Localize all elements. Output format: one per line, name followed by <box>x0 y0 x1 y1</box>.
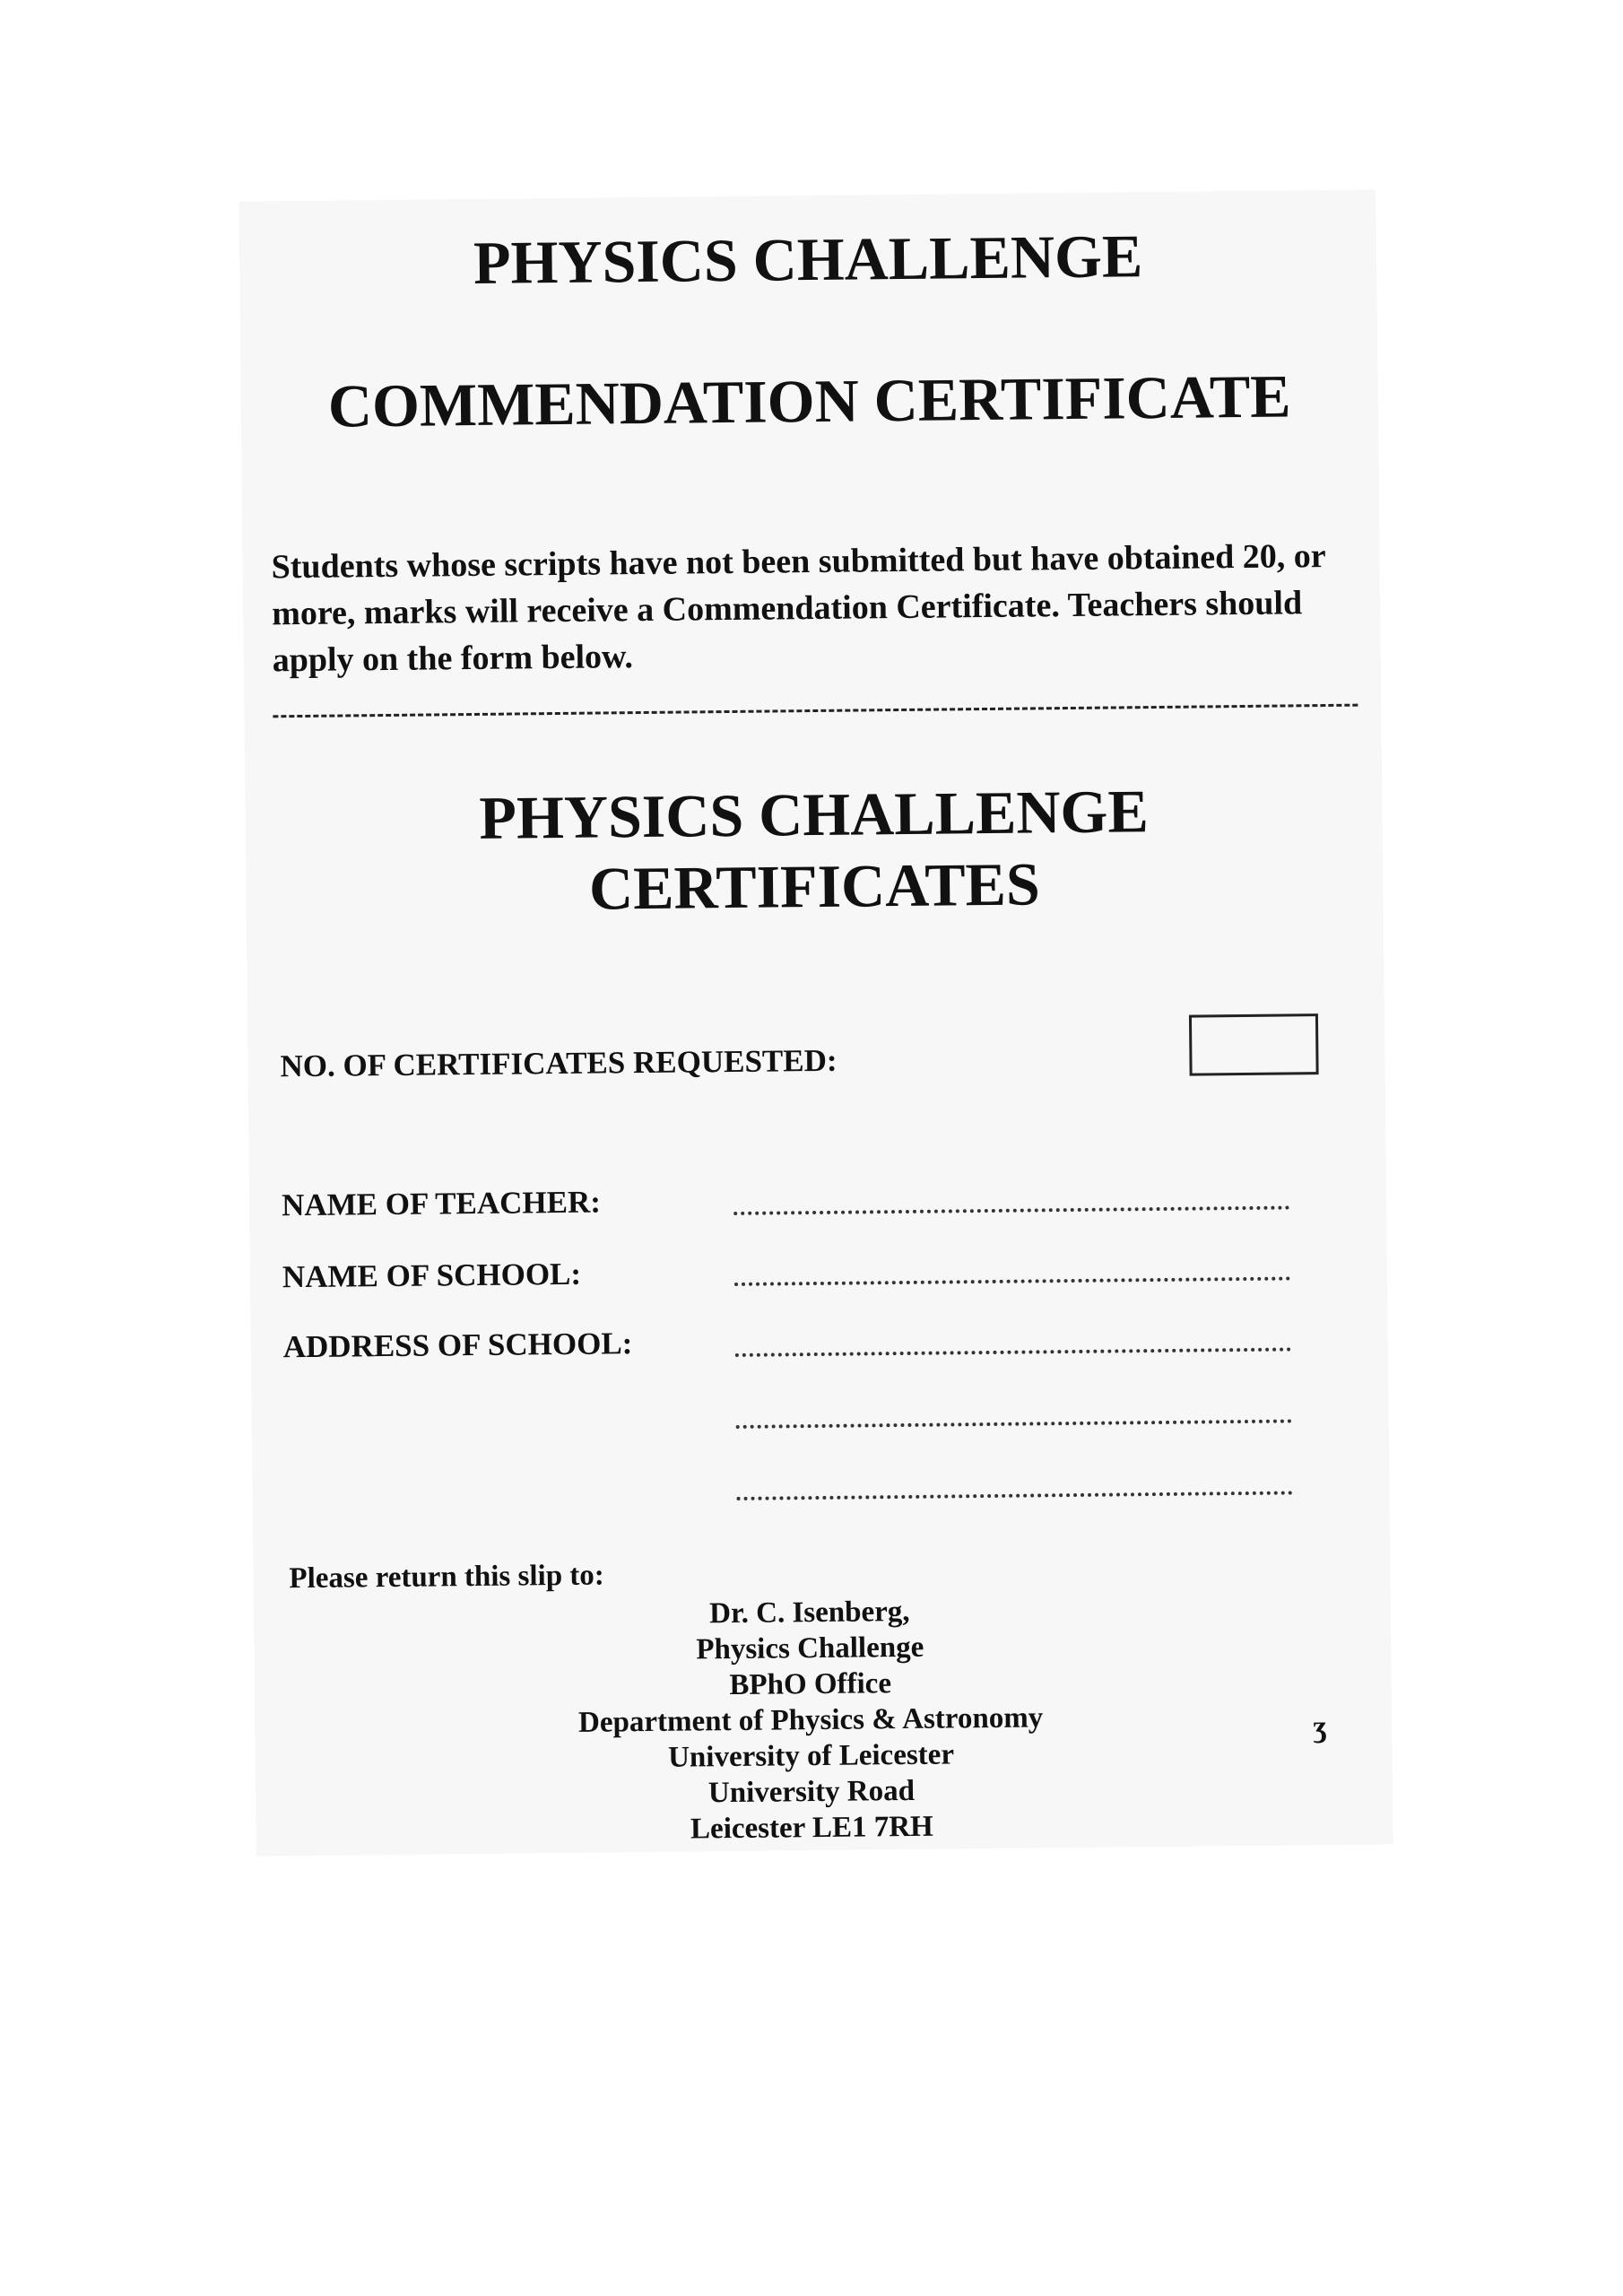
school-address-line-3[interactable] <box>737 1491 1293 1500</box>
notice-subtitle: COMMENDATION CERTIFICATE <box>327 361 1291 440</box>
school-address-label: ADDRESS OF SCHOOL: <box>282 1326 633 1365</box>
certificate-count-label: NO. OF CERTIFICATES REQUESTED: <box>280 1042 838 1084</box>
cut-line-divider <box>273 704 1358 718</box>
certificate-form-page <box>239 189 1393 1856</box>
return-address-line: Leicester LE1 7RH <box>690 1810 933 1846</box>
return-address-line: Physics Challenge <box>696 1631 924 1666</box>
return-slip-label: Please return this slip to: <box>289 1559 605 1596</box>
teacher-name-field[interactable] <box>733 1205 1289 1214</box>
return-address-line: University Road <box>707 1774 916 1810</box>
school-name-field[interactable] <box>734 1276 1290 1285</box>
teacher-name-label: NAME OF TEACHER: <box>281 1184 602 1223</box>
form-title-line-1: PHYSICS CHALLENGE <box>479 777 1150 852</box>
return-address-block <box>559 1592 1063 1848</box>
school-name-label: NAME OF SCHOOL: <box>282 1256 582 1295</box>
school-address-line-2[interactable] <box>736 1419 1292 1428</box>
notice-body: Students whose scripts have not been submitted but have obtained 20, or more, marks will receive a Commendation Certificate. Teachers should apply on the form below. <box>271 537 1326 680</box>
form-title-line-2: CERTIFICATES <box>588 849 1041 923</box>
margin-mark: ʒ <box>1313 1710 1328 1744</box>
certificate-count-box[interactable] <box>1189 1013 1319 1076</box>
return-address-line: University of Leicester <box>667 1738 955 1774</box>
notice-title: PHYSICS CHALLENGE <box>473 222 1143 297</box>
school-address-line-1[interactable] <box>735 1347 1291 1356</box>
return-address-line: Department of Physics & Astronomy <box>577 1701 1044 1739</box>
return-address-line: BPhO Office <box>729 1667 892 1702</box>
return-address-line: Dr. C. Isenberg, <box>709 1595 910 1631</box>
